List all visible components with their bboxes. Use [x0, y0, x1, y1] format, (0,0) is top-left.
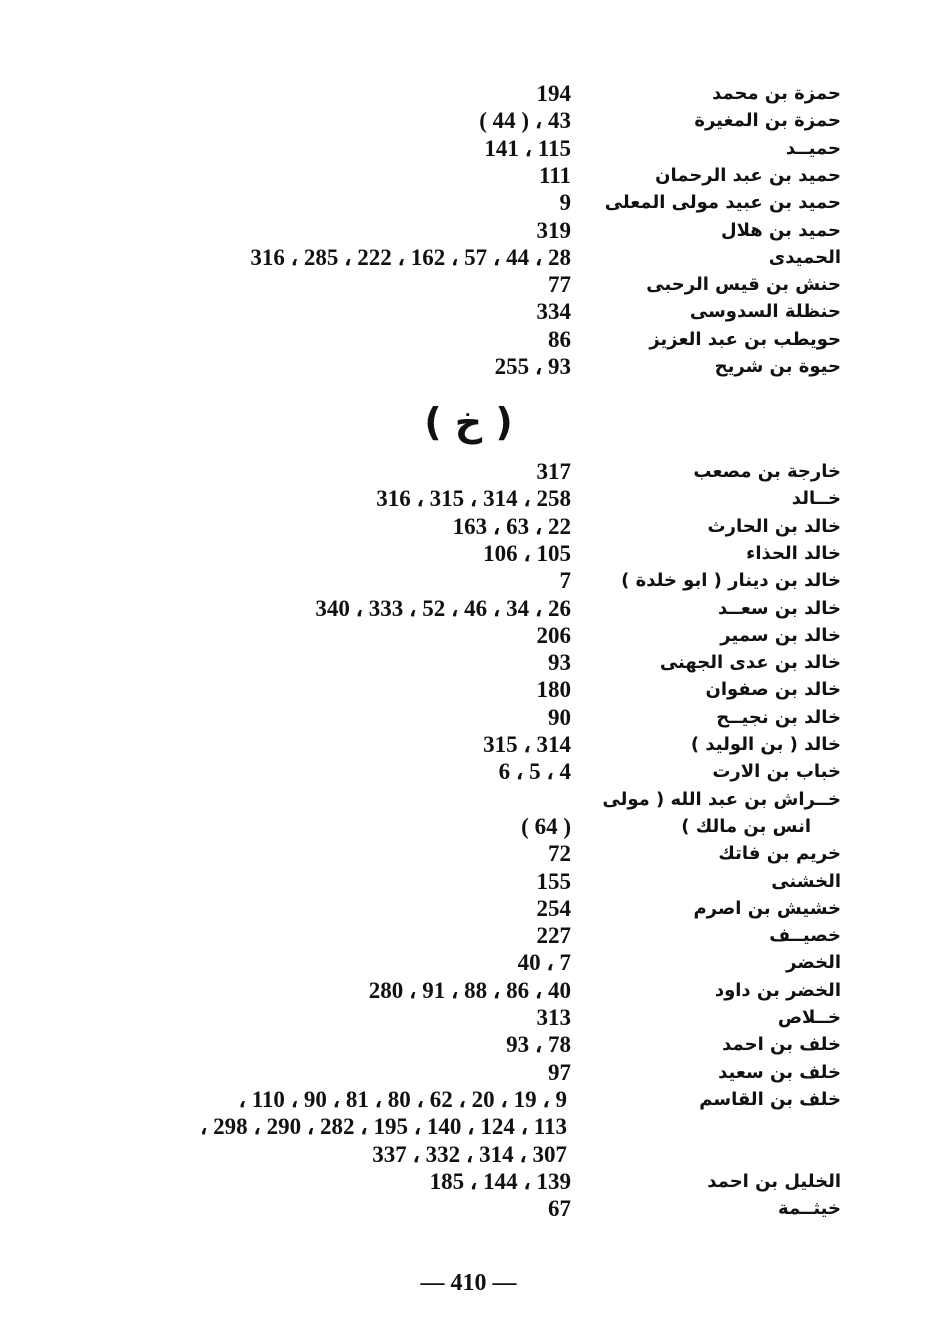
entry-name: خالد بن صفوان — [705, 679, 841, 701]
entry-pages: 78 ، 93 — [506, 1032, 571, 1058]
entry-name: حميد بن هلال — [720, 219, 841, 241]
entry-name: خالد ( بن الوليد ) — [690, 734, 841, 755]
entry-pages: 43 ، ( 44 ) — [479, 108, 571, 134]
entry-pages: 227 — [536, 923, 571, 949]
index-entry — [0, 704, 937, 731]
entry-name: خالد بن الحارث — [707, 515, 841, 537]
entry-pages: 314 ، 315 — [483, 732, 571, 757]
index-entry — [0, 1141, 937, 1168]
entry-name: الحميدى — [768, 246, 841, 268]
index-entry — [0, 1004, 937, 1031]
entry-name: خلف بن سعيد — [718, 1061, 841, 1083]
entry-name: خارجة بن مصعب — [693, 461, 841, 482]
entry-pages: 206 — [536, 622, 571, 648]
entry-pages: 90 — [548, 704, 571, 730]
index-entry — [0, 949, 937, 976]
index-entry — [0, 217, 937, 244]
entry-name: خلف بن القاسم — [699, 1088, 841, 1110]
entry-pages: 93 ، 255 — [494, 354, 571, 379]
entry-name: خالد الحذاء — [746, 542, 841, 564]
entry-name: الخضر — [786, 952, 841, 974]
index-entry — [0, 80, 937, 107]
index-entry — [0, 1059, 937, 1086]
entry-name: خلف بن احمد — [722, 1034, 841, 1056]
index-entry — [0, 567, 937, 594]
index-entry — [0, 513, 937, 540]
index-entry — [0, 189, 937, 216]
entry-name: خــراش بن عبد الله ( مولى — [602, 788, 841, 810]
index-entry — [0, 622, 937, 649]
index-entry — [0, 649, 937, 676]
entry-name: خالد بن عدى الجهنى — [659, 652, 841, 674]
entry-pages: 139 ، 144 ، 185 — [429, 1168, 571, 1194]
entry-name: حميــد — [785, 137, 841, 159]
index-entry — [0, 977, 937, 1004]
index-entry — [0, 868, 937, 895]
entry-name: حمزة بن المغيرة — [694, 110, 841, 132]
entry-name: الخشنى — [771, 870, 841, 892]
entry-name: حمزة بن محمد — [712, 83, 841, 104]
index-entry — [0, 731, 937, 758]
entry-pages: 86 — [548, 326, 571, 352]
entry-pages: 258 ، 314 ، 315 ، 316 — [376, 486, 571, 512]
entry-pages: 77 — [548, 272, 571, 298]
index-entry — [0, 676, 937, 703]
entry-name: حميد بن عبد الرحمان — [655, 164, 841, 186]
index-entry — [0, 786, 937, 813]
entry-pages: 9 ، 19 ، 20 ، 62 ، 80 ، 81 ، 90 ، 110 ، — [238, 1086, 567, 1112]
entry-name: خــالد — [791, 488, 841, 510]
index-entry — [0, 271, 937, 298]
entry-pages: ( 64 ) — [521, 813, 571, 839]
index-entry — [0, 326, 937, 353]
index-entry — [0, 1031, 937, 1058]
entry-pages: 105 ، 106 — [483, 540, 571, 566]
index-entry — [0, 1195, 937, 1222]
entry-name: الخليل بن احمد — [707, 1170, 841, 1192]
index-entry — [0, 895, 937, 922]
entry-name: خــلاص — [777, 1007, 841, 1028]
entry-pages: 111 — [539, 162, 571, 188]
entry-pages: 317 — [536, 459, 571, 484]
index-entry — [0, 1168, 937, 1195]
index-entry — [0, 353, 937, 380]
entry-pages: 155 — [536, 868, 571, 894]
entry-pages: 7 — [559, 568, 571, 594]
entry-name: خريم بن فاتك — [718, 843, 841, 865]
index-entry — [0, 458, 937, 485]
entry-name: خالد بن دينار ( ابو خلدة ) — [621, 570, 841, 592]
entry-name: حويطب بن عبد العزيز — [649, 328, 841, 350]
entry-name: خالد بن سعــد — [718, 597, 841, 619]
entry-pages: 194 — [536, 81, 571, 106]
entry-pages: 313 — [536, 1005, 571, 1030]
entry-pages: 72 — [548, 841, 571, 867]
index-entry — [0, 485, 937, 512]
entry-pages: 4 ، 5 ، 6 — [498, 759, 571, 785]
entry-pages: 22 ، 63 ، 163 — [452, 513, 571, 539]
entry-name: خشيش بن اصرم — [693, 897, 841, 919]
entry-pages: 254 — [536, 895, 571, 921]
entry-pages: 180 — [536, 677, 571, 703]
entry-name: حنش بن قيس الرحبى — [646, 274, 841, 296]
entry-pages: 26 ، 34 ، 46 ، 52 ، 333 ، 340 — [315, 595, 571, 621]
index-entry — [0, 840, 937, 867]
entry-name: حيوة بن شريح — [714, 356, 841, 377]
index-entry — [0, 540, 937, 567]
entry-pages: 7 ، 40 — [517, 950, 571, 976]
entry-pages: 28 ، 44 ، 57 ، 162 ، 222 ، 285 ، 316 — [250, 244, 571, 270]
index-entry — [0, 298, 937, 325]
entry-pages: 40 ، 86 ، 88 ، 91 ، 280 — [368, 977, 571, 1003]
entry-pages: 97 — [548, 1059, 571, 1085]
index-entry — [0, 1113, 937, 1140]
index-entry — [0, 244, 937, 271]
entry-pages: 307 ، 314 ، 332 ، 337 — [372, 1141, 567, 1167]
entry-name: انس بن مالك ) — [681, 815, 811, 837]
entry-pages: 67 — [548, 1196, 571, 1222]
entry-name: خالد بن سمير — [720, 624, 841, 646]
entry-pages: 334 — [536, 299, 571, 325]
index-entry — [0, 135, 937, 162]
index-entry — [0, 1086, 937, 1113]
entry-name: خباب بن الارت — [712, 761, 841, 783]
page-number: — 410 — — [420, 1270, 517, 1296]
entry-pages: 113 ، 124 ، 140 ، 195 ، 282 ، 290 ، 298 ، — [199, 1114, 567, 1140]
index-entry — [0, 595, 937, 622]
entry-pages: 319 — [536, 217, 571, 243]
entry-name: خصيــف — [769, 925, 841, 947]
entry-pages: 93 — [548, 650, 571, 676]
index-entry — [0, 813, 937, 840]
index-entry — [0, 162, 937, 189]
index-entry — [0, 922, 937, 949]
entry-name: حميد بن عبيد مولى المعلى — [604, 192, 841, 214]
index-entry — [0, 758, 937, 785]
index-entry — [0, 107, 937, 134]
entry-name: خيثــمة — [778, 1198, 841, 1220]
entry-pages: 115 ، 141 — [484, 135, 571, 161]
entry-name: الخضر بن داود — [714, 979, 841, 1001]
entry-pages: 9 — [559, 190, 571, 216]
section-heading-kha: ( خ ) — [424, 400, 513, 444]
entry-name: خالد بن نجيــح — [716, 706, 841, 728]
entry-name: حنظلة السدوسى — [689, 301, 841, 323]
